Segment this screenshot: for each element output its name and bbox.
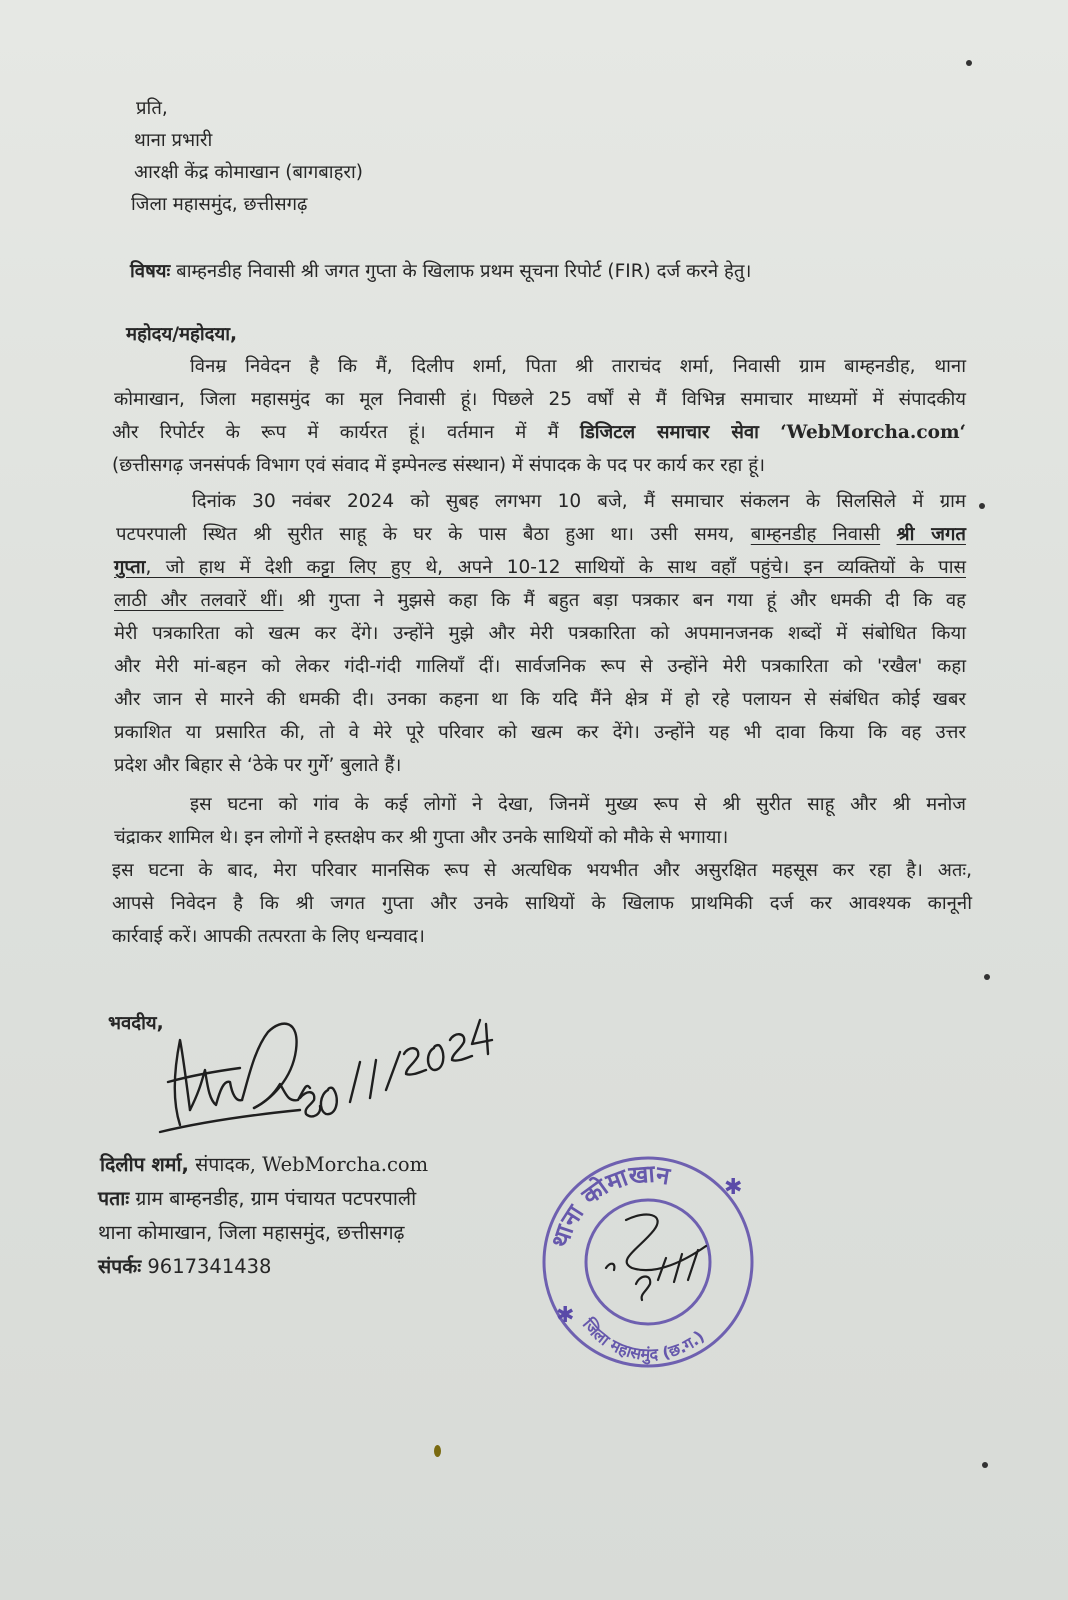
para1-line-1: विनम्र निवेदन है कि मैं, दिलीप शर्मा, पिता श्री ताराचंद शर्मा, निवासी ग्राम बाम्हनडीह, थाना (190, 356, 966, 377)
para2-line-4a: लाठी और तलवारें थीं। (114, 590, 284, 611)
recipient-line-2: आरक्षी केंद्र कोमाखान (बागबाहरा) (134, 162, 363, 183)
paper-speck (982, 1462, 988, 1468)
recipient-line-3: जिला महासमुंद, छत्तीसगढ़ (131, 194, 308, 215)
paper-speck (984, 974, 990, 980)
para1-line-3a: और रिपोर्टर के रूप में कार्यरत हूं। वर्तमान में मैं (112, 422, 559, 443)
para2-accused-name-1: श्री जगत (896, 524, 966, 545)
para3-line-3: इस घटना के बाद, मेरा परिवार मानसिक रूप से अत्यधिक भयभीत और असुरक्षित महसूस कर रहा है। अतः, (112, 860, 972, 881)
subject-text: बाम्हनडीह निवासी श्री जगत गुप्ता के खिलाफ प्रथम सूचना रिपोर्ट (FIR) दर्ज करने हेतु। (176, 261, 752, 282)
police-station-stamp (536, 1150, 761, 1375)
recipient-line-1: थाना प्रभारी (134, 130, 213, 151)
paper-speck (434, 1445, 441, 1457)
paper-speck (966, 60, 972, 66)
sender-role: संपादक, WebMorcha.com (188, 1153, 429, 1176)
para2-line-2b: बाम्हनडीह निवासी (750, 524, 881, 545)
closing: भवदीय, (108, 1013, 164, 1034)
subject-label: विषयः (130, 261, 171, 282)
stamp-top-text: थाना कोमाखान (545, 1159, 672, 1252)
para1-line-2: कोमाखान, जिला महासमुंद का मूल निवासी हूं। पिछले 25 वर्षों से मैं विभिन्न समाचार माध्यमों में संपादकीय (114, 389, 966, 410)
sender-address-label: पताः (98, 1187, 130, 1210)
paper-speck (979, 503, 985, 509)
para2-line-3b: , जो हाथ में देशी कट्टा लिए हुए थे, अपने 10-12 साथियों के साथ वहाँ पहुंचे। इन व्यक्तियों के पास (145, 557, 966, 578)
para2-line-8: प्रकाशित या प्रसारित की, तो वे मेरे पूरे परिवार को खत्म कर देंगे। उन्होंने यह भी दावा किया कि वह उत्तर (114, 722, 966, 743)
para3-line-2: चंद्राकर शामिल थे। इन लोगों ने हस्तक्षेप कर श्री गुप्ता और उनके साथियों को मौके से भगाया। (114, 827, 729, 848)
recipient-to: प्रति, (136, 98, 168, 119)
para1-site-name: ‘WebMorcha.com‘ (780, 422, 966, 443)
para2-line-2 (116, 518, 966, 551)
sender-address-line-1 (98, 1182, 416, 1215)
para2-line-5: मेरी पत्रकारिता को खत्म कर देंगे। उन्होंने मुझे और मेरी पत्रकारिता को अपमानजनक शब्दों में संबोधित किया (114, 623, 966, 644)
sender-contact-line (98, 1250, 271, 1283)
stamp-bottom-text: जिला महासमुंद (छ.ग.) (578, 1314, 709, 1364)
para1-line-4: (छत्तीसगढ़ जनसंपर्क विभाग एवं संवाद में इम्पेनल्ड संस्थान) में संपादक के पद पर कार्य कर रहा हूं। (112, 455, 766, 476)
sender-contact: 9617341438 (141, 1255, 272, 1278)
para2-line-3 (114, 551, 966, 584)
stamp-star-icon: ✱ (724, 1175, 743, 1200)
para2-line-4 (114, 584, 966, 617)
para1-service-name: डिजिटल समाचार सेवा (580, 422, 759, 443)
sender-name-line (100, 1148, 428, 1181)
subject-line (130, 255, 751, 288)
sender-address-line-2: थाना कोमाखान, जिला महासमुंद, छत्तीसगढ़ (98, 1221, 405, 1244)
para1-line-3 (112, 416, 966, 449)
para3-line-1: इस घटना को गांव के कई लोगों ने देखा, जिनमें मुख्य रूप से श्री सुरीत साहू और श्री मनोज (190, 794, 966, 815)
para3-line-5: कार्रवाई करें। आपकी तत्परता के लिए धन्यवाद। (112, 926, 425, 947)
para2-line-9: प्रदेश और बिहार से ‘ठेके पर गुर्गे’ बुलाते हैं। (114, 755, 402, 776)
para2-line-4b: श्री गुप्ता ने मुझसे कहा कि मैं बहुत बड़ा पत्रकार बन गया हूं और धमकी दी कि वह (283, 590, 966, 611)
signature (150, 1010, 495, 1140)
stamp-initials (606, 1215, 706, 1300)
sender-contact-label: संपर्कः (98, 1255, 142, 1278)
para3-line-4: आपसे निवेदन है कि श्री जगत गुप्ता और उनके साथियों के खिलाफ प्राथमिकी दर्ज कर आवश्यक कानूनी (112, 893, 972, 914)
para2-line-2a: पटपरपाली स्थित श्री सुरीत साहू के घर के पास बैठा हुआ था। उसी समय, (116, 524, 735, 545)
para2-line-1: दिनांक 30 नवंबर 2024 को सुबह लगभग 10 बजे, मैं समाचार संकलन के सिलसिले में ग्राम (192, 491, 966, 512)
para2-line-7: और जान से मारने की धमकी दी। उनका कहना था कि यदि मैंने क्षेत्र में हो रहे पलायन से संबंधित कोई खबर (114, 689, 966, 710)
para2-accused-name-2: गुप्ता (114, 557, 146, 578)
stamp-star-icon: ✱ (556, 1303, 575, 1328)
sender-address-1: ग्राम बाम्हनडीह, ग्राम पंचायत पटपरपाली (129, 1187, 417, 1210)
para2-line-6: और मेरी मां-बहन को लेकर गंदी-गंदी गालियाँ दीं। सार्वजनिक रूप से उन्होंने मेरी पत्रकारिता को 'रखैल' कहा (114, 656, 966, 677)
sender-name: दिलीप शर्मा, (100, 1153, 189, 1176)
greeting: महोदय/महोदया, (126, 324, 238, 345)
